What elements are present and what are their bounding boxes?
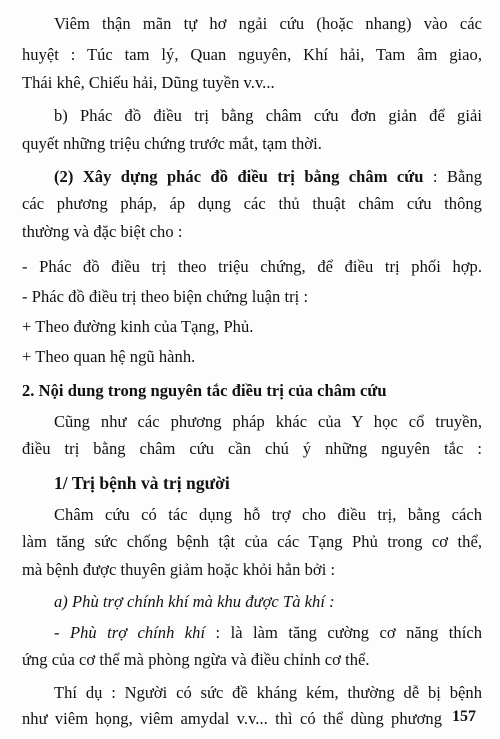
text-line: Thái khê, Chiếu hải, Dũng tuyền v.v... [22, 73, 275, 92]
text-line: mà bệnh được thuyên giảm hoặc khỏi hẳn bởi : [22, 560, 336, 579]
text-line: ứng của cơ thể mà phòng ngừa và điều chỉnh cơ thể. [22, 650, 370, 669]
list-item: - Phác đồ điều trị theo triệu chứng, để điều trị phối hợp. [22, 257, 482, 276]
list-item: - Phác đồ điều trị theo biện chứng luận trị : [22, 287, 309, 306]
text-line: như viêm họng, viêm amydal v.v... thì có thể dùng phương [22, 709, 442, 728]
list-item: + Theo đường kinh của Tạng, Phủ. [22, 317, 254, 336]
text-line: Châm cứu có tác dụng hỗ trợ cho điều trị, bằng cách [54, 505, 482, 524]
text-line: Cũng như các phương pháp khác của Y học cổ truyền, [54, 412, 482, 431]
text-line: Viêm thận mãn tự hơ ngải cứu (hoặc nhang) vào các [54, 14, 482, 33]
list-item: + Theo quan hệ ngũ hành. [22, 347, 196, 366]
text-line: b) Phác đồ điều trị bằng châm cứu đơn giản để giải [54, 106, 482, 125]
text-line: Thí dụ : Người có sức đề kháng kém, thường dễ bị bệnh [54, 683, 482, 702]
text-line: quyết những triệu chứng trước mắt, tạm thời. [22, 134, 322, 153]
text-line [54, 166, 482, 188]
text-line: điều trị bằng châm cứu cần chú ý những nguyên tắc : [22, 439, 482, 458]
text-line: huyệt : Túc tam lý, Quan nguyên, Khí hải, Tam âm giao, [22, 45, 482, 64]
text-line: a) Phù trợ chính khí mà khu được Tà khí : [54, 592, 335, 611]
italic-term: - Phù trợ chính khí [54, 623, 206, 642]
text-line: làm tăng sức chống bệnh tật của các Tạng Phủ trong cơ thể, [22, 532, 482, 551]
text-line [54, 622, 482, 644]
section-heading: 2. Nội dung trong nguyên tắc điều trị của châm cứu [22, 381, 387, 400]
text-line: các phương pháp, áp dụng các thủ thuật châm cứu thông [22, 194, 482, 213]
text-span: : là làm tăng cường cơ năng thích [205, 623, 482, 642]
subheading-inline: (2) Xây dựng phác đồ điều trị bằng châm cứu [54, 167, 424, 186]
page-number: 157 [452, 708, 476, 725]
subsection-heading: 1/ Trị bệnh và trị người [54, 473, 230, 493]
text-span: : Bằng [423, 167, 483, 186]
text-line: thường và đặc biệt cho : [22, 222, 183, 241]
